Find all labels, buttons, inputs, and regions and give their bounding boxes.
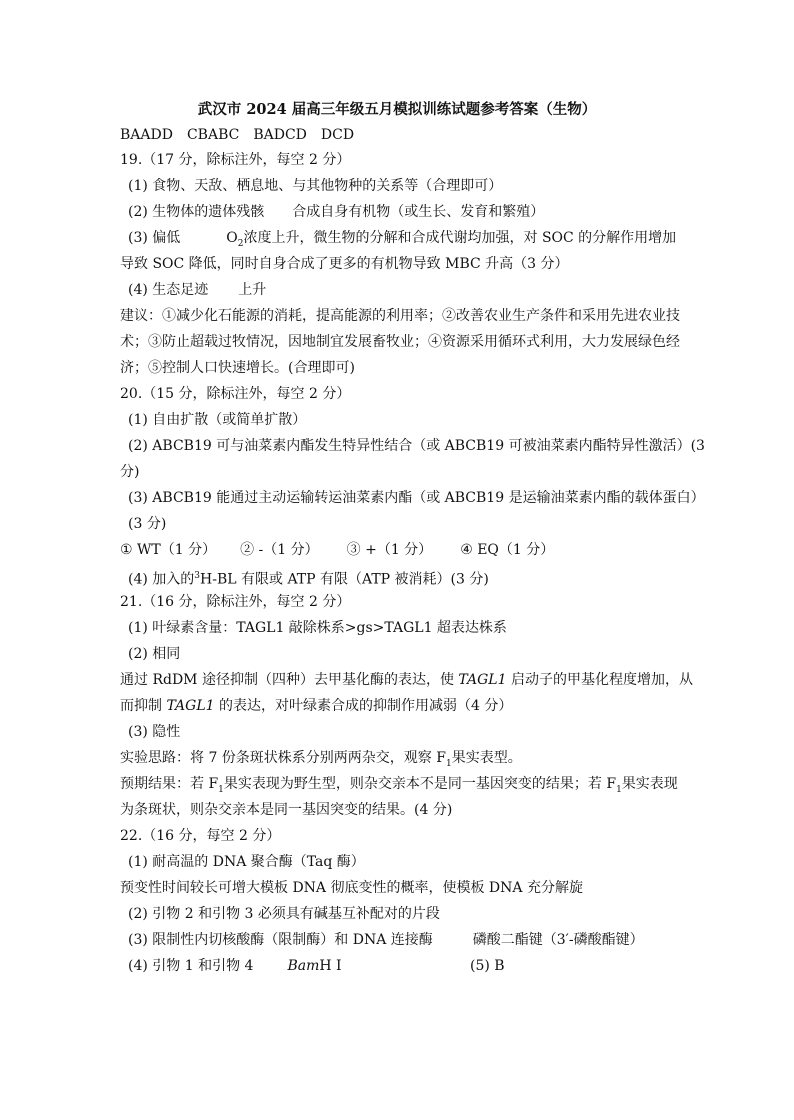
q19-part2 [128, 202, 688, 222]
q21-header: 21.（16 分，除标注外，每空 2 分） [120, 594, 351, 610]
q20-part3: (3) ABCB19 能通过主动运输转运油菜素内酯（或 ABCB19 是运输油菜素内酯的载体蛋白） [128, 490, 705, 506]
q19-part2-answer-a: (2) 生物体的遗体残骸 [128, 204, 265, 220]
q21-gene-name: TAGL1 [458, 672, 507, 688]
q21-experiment-idea [120, 748, 680, 774]
q22-part1: (1) 耐高温的 DNA 聚合酶（Taq 酶） [128, 854, 365, 870]
q21-result-subscript-1: 1 [218, 784, 224, 795]
q21-expected-result-line2: 为条斑状，则杂交亲本是同一基因突变的结果。(4 分) [120, 802, 453, 818]
q21-text2-b: 的表达，对叶绿素合成的抑制作用减弱（4 分） [218, 698, 513, 714]
q19-part2-answer-b: 合成自身有机物（或生长、发育和繁殖） [292, 204, 545, 220]
q20-part1: (1) 自由扩散（或简单扩散） [128, 412, 307, 428]
choice-answers: BAADD CBABC BADCD DCD [120, 127, 355, 143]
q22-part4-answer-a: (4) 引物 1 和引物 4 [128, 958, 254, 974]
q19-suggestion-line1: 建议：①减少化石能源的消耗，提高能源的利用率；②改善农业生产条件和采用先进农业技 [120, 308, 680, 324]
q21-text-line1 [120, 670, 693, 690]
q21-part2: (2) 相同 [128, 646, 181, 662]
q21-expected-result-line1 [120, 774, 680, 800]
q20-circled-2: ② -（1 分） [240, 542, 319, 558]
q20-part4 [128, 566, 688, 590]
q21-experiment-subscript: 1 [445, 758, 452, 769]
q21-result-b: 果实表现为野生型，则杂交亲本不是同一基因突变的结果；若 F [223, 776, 617, 792]
q19-part3 [128, 228, 688, 254]
q22-part5: (5) B [470, 958, 505, 974]
q22-part3-answer-a: (3) 限制性内切核酸酶（限制酶）和 DNA 连接酶 [128, 932, 433, 948]
q20-circled-answers [120, 540, 680, 560]
q19-part4-answer-b: 上升 [238, 282, 267, 298]
q21-gene-name-2: TAGL1 [166, 698, 215, 714]
q22-text-line1: 预变性时间较长可增大模板 DNA 彻底变性的概率，使模板 DNA 充分解旋 [120, 880, 583, 896]
q22-part3 [128, 930, 688, 950]
q20-part3-continued: (3 分) [128, 516, 167, 532]
q20-circled-4: ④ EQ（1 分） [460, 542, 555, 558]
q19-part4 [128, 280, 688, 300]
q19-suggestion-line2: 术；③防止超载过牧情况，因地制宜发展畜牧业；④资源采用循环式利用，大力发展绿色经 [120, 334, 680, 350]
q21-part3: (3) 隐性 [128, 724, 181, 740]
q19-part4-answer-a: (4) 生态足迹 [128, 282, 209, 298]
q19-part3-continued: 导致 SOC 降低，同时自身合成了更多的有机物导致 MBC 升高（3 分） [120, 256, 569, 272]
q22-header: 22.（16 分，每空 2 分） [120, 828, 281, 844]
q19-part3-o2-subscript: 2 [237, 238, 244, 249]
q21-experiment-a: 实验思路：将 7 份条斑状株系分别两两杂交，观察 F [120, 750, 446, 766]
q22-part4 [128, 956, 528, 976]
q21-part1: (1) 叶绿素含量：TAGL1 敲除株系>gs>TAGL1 超表达株系 [128, 620, 507, 636]
q21-result-c: 果实表现 [621, 776, 678, 792]
q20-part4-superscript: 3 [194, 571, 201, 581]
q21-text2-a: 而抑制 [120, 698, 162, 714]
q20-header: 20.（15 分，除标注外，每空 2 分） [120, 386, 351, 402]
q19-part3-answer-a: (3) 偏低 [128, 230, 181, 246]
q20-part2-continued: 分) [120, 464, 140, 480]
q20-circled-3: ③ +（1 分） [346, 542, 433, 558]
q21-result-a: 预期结果：若 F [120, 776, 219, 792]
q20-part4-pre: (4) 加入的 [128, 571, 195, 588]
q20-part2: (2) ABCB19 可与油菜素内酯发生特异性结合（或 ABCB19 可被油菜素内酯特异性激活）(3 [128, 438, 705, 454]
q21-result-subscript-2: 1 [616, 784, 622, 795]
page-title: 武汉市 2024 届高三年级五月模拟训练试题参考答案（生物） [197, 101, 597, 118]
q20-circled-1: ① WT（1 分） [120, 542, 217, 558]
q22-part3-answer-b: 磷酸二酯键（3′-磷酸酯键） [472, 932, 644, 948]
q21-text1-a: 通过 RdDM 途径抑制（四种）去甲基化酶的表达，使 [120, 672, 454, 688]
q22-part4-enzyme-rest: H I [319, 958, 342, 974]
q19-part1: (1) 食物、天敌、栖息地、与其他物种的关系等（合理即可） [128, 178, 503, 194]
q21-text-line2 [120, 696, 680, 716]
q19-header: 19.（17 分，除标注外，每空 2 分） [120, 152, 351, 168]
q22-part4-enzyme-italic: Bam [287, 958, 320, 974]
q21-experiment-b: 果实表型。 [451, 750, 522, 766]
q20-part4-post: H-BL 有限或 ATP 有限（ATP 被消耗）(3 分) [200, 571, 489, 588]
q19-part3-o2: O [226, 230, 238, 246]
q19-part3-answer-b: 浓度上升，微生物的分解和合成代谢均加强，对 SOC 的分解作用增加 [243, 230, 677, 246]
q21-text1-b: 启动子的甲基化程度增加，从 [510, 672, 693, 688]
q22-part2: (2) 引物 2 和引物 3 必须具有碱基互补配对的片段 [128, 906, 440, 922]
q19-suggestion-line3: 济；⑤控制人口快速增长。(合理即可) [120, 360, 355, 376]
